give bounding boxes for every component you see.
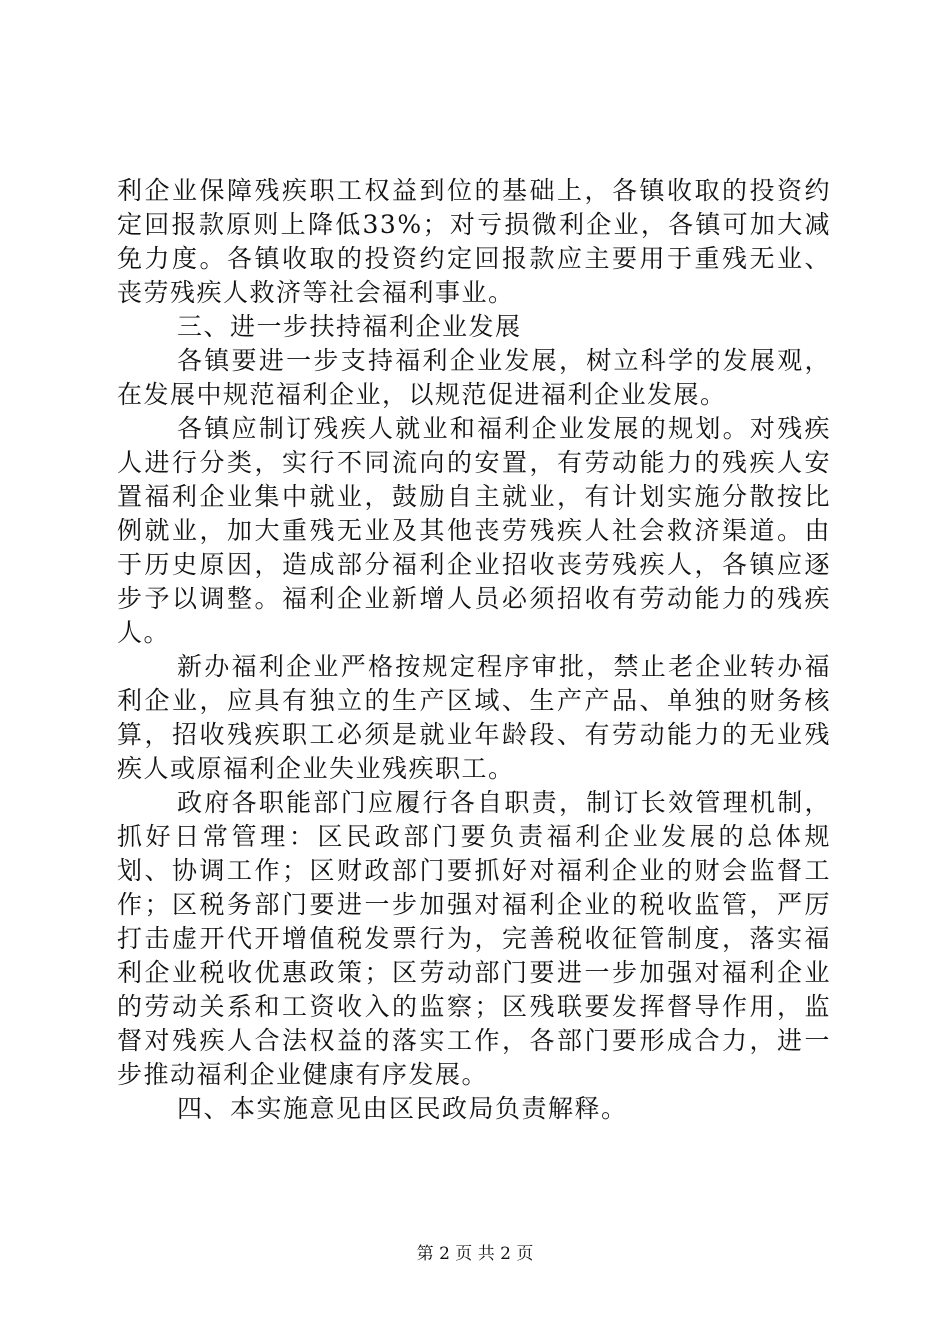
paragraph-1: 利企业保障残疾职工权益到位的基础上，各镇收取的投资约定回报款原则上降低33%；对亏损微利企业，各镇可加大减免力度。各镇收取的投资约定回报款应主要用于重残无业、丧劳残疾人救济等社会福利事业。 — [117, 176, 831, 307]
section-heading-4: 四、本实施意见由区民政局负责解释。 — [177, 1094, 628, 1123]
paragraph-2: 各镇要进一步支持福利企业发展，树立科学的发展观，在发展中规范福利企业，以规范促进福利企业发展。 — [117, 346, 831, 409]
section-heading-3: 三、进一步扶持福利企业发展 — [177, 312, 522, 341]
page-footer: 第 2 页 共 2 页 — [416, 1244, 534, 1264]
paragraph-3: 各镇应制订残疾人就业和福利企业发展的规划。对残疾人进行分类，实行不同流向的安置，有劳动能力的残疾人安置福利企业集中就业，鼓励自主就业，有计划实施分散按比例就业，加大重残无业及其他丧劳残疾人社会救济渠道。由于历史原因，造成部分福利企业招收丧劳残疾人，各镇应逐步予以调整。福利企业新增人员必须招收有劳动能力的残疾人。 — [117, 414, 831, 647]
document-body — [117, 174, 831, 1126]
paragraph-5: 政府各职能部门应履行各自职责，制订长效管理机制，抓好日常管理：区民政部门要负责福利企业发展的总体规划、协调工作；区财政部门要抓好对福利企业的财会监督工作；区税务部门要进一步加强对福利企业的税收监管，严厉打击虚开代开增值税发票行为，完善税收征管制度，落实福利企业税收优惠政策；区劳动部门要进一步加强对福利企业的劳动关系和工资收入的监察；区残联要发挥督导作用，监督对残疾人合法权益的落实工作，各部门要形成合力，进一步推动福利企业健康有序发展。 — [117, 788, 831, 1089]
paragraph-4: 新办福利企业严格按规定程序审批，禁止老企业转办福利企业，应具有独立的生产区域、生产产品、单独的财务核算，招收残疾职工必须是就业年龄段、有劳动能力的无业残疾人或原福利企业失业残疾职工。 — [117, 652, 831, 783]
